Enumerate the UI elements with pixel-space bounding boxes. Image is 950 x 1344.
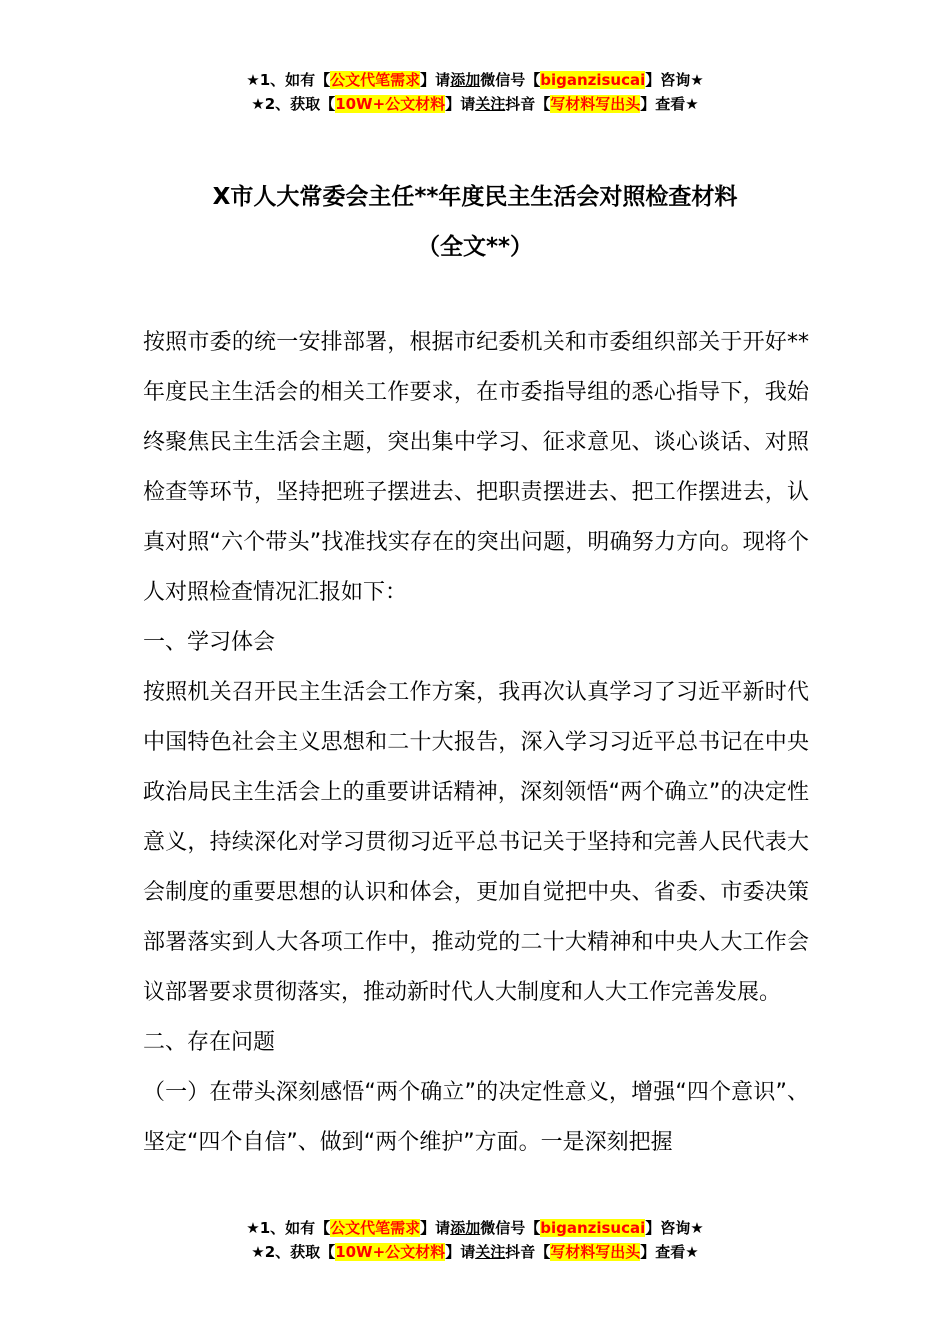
document-body xyxy=(143,318,809,1168)
promo-wechat-id: biganzisucai xyxy=(540,71,646,89)
document-title xyxy=(0,172,950,272)
promo-highlight: 公文代笔需求 xyxy=(330,71,421,89)
promo-line-2: ★2、获取【10W+公文材料】请关注抖音【写材料写出头】查看★ xyxy=(251,95,699,113)
promo-line-1: ★1、如有【公文代笔需求】请添加微信号【biganzisucai】咨询★ xyxy=(246,71,704,89)
header-promo-banner xyxy=(0,68,950,116)
section-heading-1: 一、学习体会 xyxy=(143,630,276,655)
promo-line-1: ★1、如有【公文代笔需求】请添加微信号【biganzisucai】咨询★ xyxy=(246,1219,704,1237)
footer-promo-banner xyxy=(0,1216,950,1264)
promo-line-2: ★2、获取【10W+公文材料】请关注抖音【写材料写出头】查看★ xyxy=(251,1243,699,1261)
promo-wechat-id: biganzisucai xyxy=(540,1219,646,1237)
promo-douyin-name: 写材料写出头 xyxy=(550,95,641,113)
paragraph-intro: 按照市委的统一安排部署，根据市纪委机关和市委组织部关于开好**年度民主生活会的相关工作要求，在市委指导组的悉心指导下，我始终聚焦民主生活会主题，突出集中学习、征求意见、谈心谈话、对照检查等环节，坚持把班子摆进去、把职责摆进去、把工作摆进去，认真对照“六个带头”找准找实存在的突出问题，明确努力方向。现将个人对照检查情况汇报如下： xyxy=(143,330,809,605)
title-line-1: X市人大常委会主任**年度民主生活会对照检查材料 xyxy=(212,184,738,210)
promo-douyin-name: 写材料写出头 xyxy=(550,1243,641,1261)
promo-highlight: 公文代笔需求 xyxy=(330,1219,421,1237)
section-heading-2: 二、存在问题 xyxy=(143,1030,276,1055)
promo-highlight: 10W+公文材料 xyxy=(335,95,446,113)
title-line-2: （全文**） xyxy=(416,234,534,260)
paragraph-problem-1: （一）在带头深刻感悟“两个确立”的决定性意义，增强“四个意识”、坚定“四个自信”、做到“两个维护”方面。一是深刻把握 xyxy=(143,1080,809,1155)
paragraph-study: 按照机关召开民主生活会工作方案，我再次认真学习了习近平新时代中国特色社会主义思想和二十大报告，深入学习习近平总书记在中央政治局民主生活会上的重要讲话精神，深刻领悟“两个确立”的决定性意义，持续深化对学习贯彻习近平总书记关于坚持和完善人民代表大会制度的重要思想的认识和体会，更加自觉把中央、省委、市委决策部署落实到人大各项工作中，推动党的二十大精神和中央人大工作会议部署要求贯彻落实，推动新时代人大制度和人大工作完善发展。 xyxy=(143,680,809,1005)
promo-highlight: 10W+公文材料 xyxy=(335,1243,446,1261)
